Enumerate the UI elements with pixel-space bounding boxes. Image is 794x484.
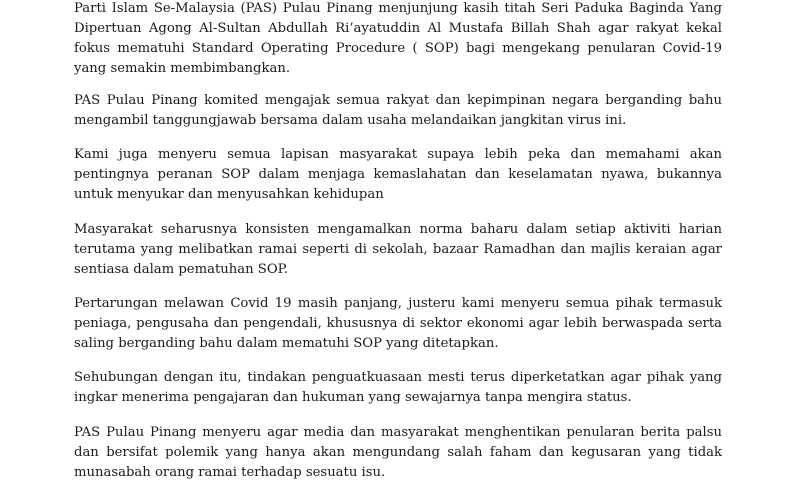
text-line: fokus mematuhi Standard Operating Procedure ( SOP) bagi mengekang penularan Covid-19 <box>74 41 722 56</box>
paragraph-4 <box>74 220 722 280</box>
paragraph-2 <box>74 91 722 131</box>
text-line: yang semakin membimbangkan. <box>74 61 291 76</box>
statement-body <box>74 0 722 484</box>
text-line: PAS Pulau Pinang menyeru agar media dan masyarakat menghentikan penularan berita palsu <box>74 425 722 440</box>
paragraph-6 <box>74 368 722 408</box>
text-line: Dipertuan Agong Al-Sultan Abdullah Ri’ayatuddin Al Mustafa Billah Shah agar rakyat kekal <box>74 21 722 36</box>
text-line: dan bersifat polemik yang hanya akan mengundang salah faham dan kegusaran yang tidak <box>74 445 722 460</box>
text-line: untuk menyukar dan menyusahkan kehidupan <box>74 187 384 202</box>
text-line: pentingnya peranan SOP dalam menjaga kemaslahatan dan keselamatan nyawa, bukannya <box>74 167 722 182</box>
text-line: mengambil tanggungjawab bersama dalam usaha melandaikan jangkitan virus ini. <box>74 113 627 128</box>
text-line: ingkar menerima pengajaran dan hukuman yang sewajarnya tanpa mengira status. <box>74 390 632 405</box>
text-line: Pertarungan melawan Covid 19 masih panjang, justeru kami menyeru semua pihak termasuk <box>74 296 722 311</box>
paragraph-7 <box>74 423 722 483</box>
text-line: PAS Pulau Pinang komited mengajak semua rakyat dan kepimpinan negara berganding bahu <box>74 93 722 108</box>
text-line: saling berganding bahu dalam mematuhi SOP yang ditetapkan. <box>74 336 499 351</box>
text-line: Sehubungan dengan itu, tindakan penguatkuasaan mesti terus diperketatkan agar pihak yang <box>74 370 722 385</box>
paragraph-5 <box>74 294 722 354</box>
text-line: Kami juga menyeru semua lapisan masyarakat supaya lebih peka dan memahami akan <box>74 147 722 162</box>
paragraph-3 <box>74 145 722 205</box>
text-line: munasabah orang ramai terhadap sesuatu isu. <box>74 465 386 480</box>
text-line: sentiasa dalam pematuhan SOP. <box>74 262 289 277</box>
paragraph-1 <box>74 0 722 79</box>
text-line: peniaga, pengusaha dan pengendali, khususnya di sektor ekonomi agar lebih berwaspada serta <box>74 316 722 331</box>
text-line: terutama yang melibatkan ramai seperti di sekolah, bazaar Ramadhan dan majlis keraian agar <box>74 242 722 257</box>
text-line: Masyarakat seharusnya konsisten mengamalkan norma baharu dalam setiap aktiviti harian <box>74 222 722 237</box>
text-line: Parti Islam Se-Malaysia (PAS) Pulau Pinang menjunjung kasih titah Seri Paduka Baginda Yang <box>74 1 722 16</box>
